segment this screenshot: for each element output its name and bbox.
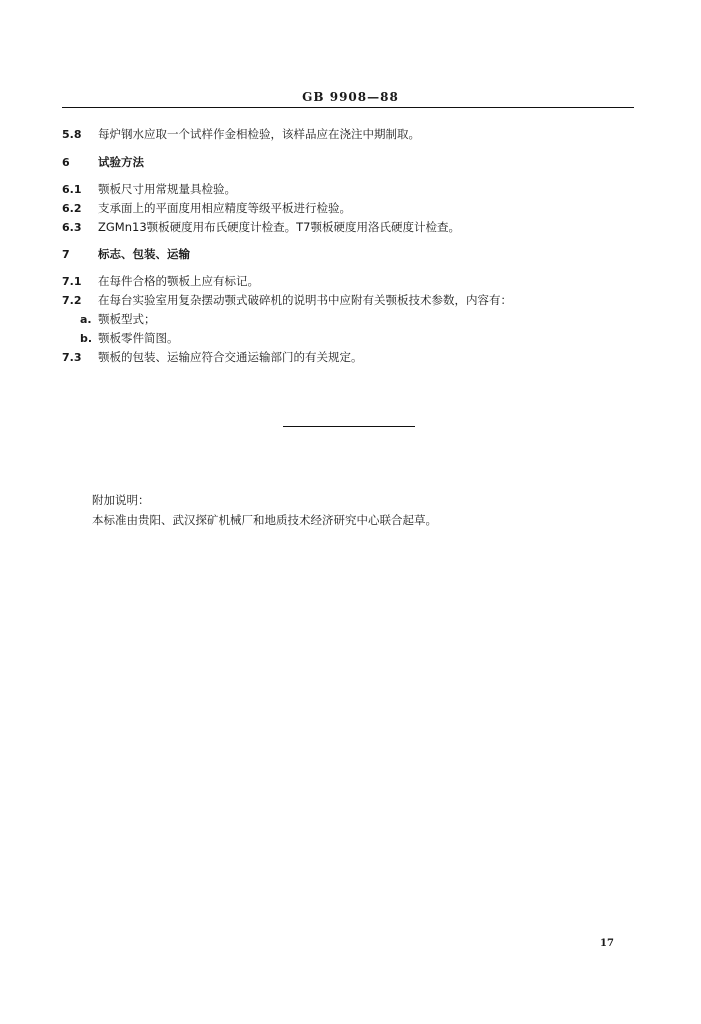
list-text: 颚板型式； bbox=[98, 312, 156, 326]
clause-number: 6.3 bbox=[62, 221, 82, 234]
list-item-a bbox=[80, 311, 156, 328]
clause-text: 颚板尺寸用常规量具检验。 bbox=[98, 182, 236, 196]
section-title: 试验方法 bbox=[98, 155, 144, 169]
list-marker: a. bbox=[80, 313, 92, 326]
clause-number: 7.1 bbox=[62, 275, 82, 288]
clause-7-3 bbox=[62, 349, 363, 366]
note-body: 本标准由贵阳、武汉探矿机械厂和地质技术经济研究中心联合起草。 bbox=[92, 513, 437, 527]
section-number: 7 bbox=[62, 248, 70, 261]
list-marker: b. bbox=[80, 332, 93, 345]
section-6-heading bbox=[62, 154, 144, 171]
list-item-b bbox=[80, 330, 179, 347]
clause-text: 在每件合格的颚板上应有标记。 bbox=[98, 274, 259, 288]
clause-6-2 bbox=[62, 200, 351, 217]
clause-7-1 bbox=[62, 273, 259, 290]
clause-5-8 bbox=[62, 126, 420, 143]
end-rule bbox=[283, 426, 415, 427]
clause-number: 5.8 bbox=[62, 128, 82, 141]
clause-6-3 bbox=[62, 219, 460, 236]
clause-text: 支承面上的平面度用相应精度等级平板进行检验。 bbox=[98, 201, 351, 215]
header-rule bbox=[62, 107, 634, 108]
section-title: 标志、包装、运输 bbox=[98, 247, 190, 261]
page-number: 17 bbox=[600, 938, 614, 949]
header-title: GB 9908—88 bbox=[302, 90, 399, 104]
note-title: 附加说明： bbox=[92, 493, 150, 507]
section-7-heading bbox=[62, 246, 190, 263]
clause-number: 6.1 bbox=[62, 183, 82, 196]
clause-text: 在每台实验室用复杂摆动颚式破碎机的说明书中应附有关颚板技术参数，内容有： bbox=[98, 293, 512, 307]
clause-text: ZGMn13颚板硬度用布氏硬度计检查。T7颚板硬度用洛氏硬度计检查。 bbox=[98, 220, 460, 234]
clause-text: 颚板的包装、运输应符合交通运输部门的有关规定。 bbox=[98, 350, 363, 364]
list-text: 颚板零件简图。 bbox=[98, 331, 179, 345]
section-number: 6 bbox=[62, 156, 70, 169]
clause-number: 6.2 bbox=[62, 202, 82, 215]
clause-7-2 bbox=[62, 292, 512, 309]
clause-6-1 bbox=[62, 181, 236, 198]
clause-number: 7.3 bbox=[62, 351, 82, 364]
clause-number: 7.2 bbox=[62, 294, 82, 307]
clause-text: 每炉钢水应取一个试样作金相检验，该样品应在浇注中期制取。 bbox=[98, 127, 420, 141]
